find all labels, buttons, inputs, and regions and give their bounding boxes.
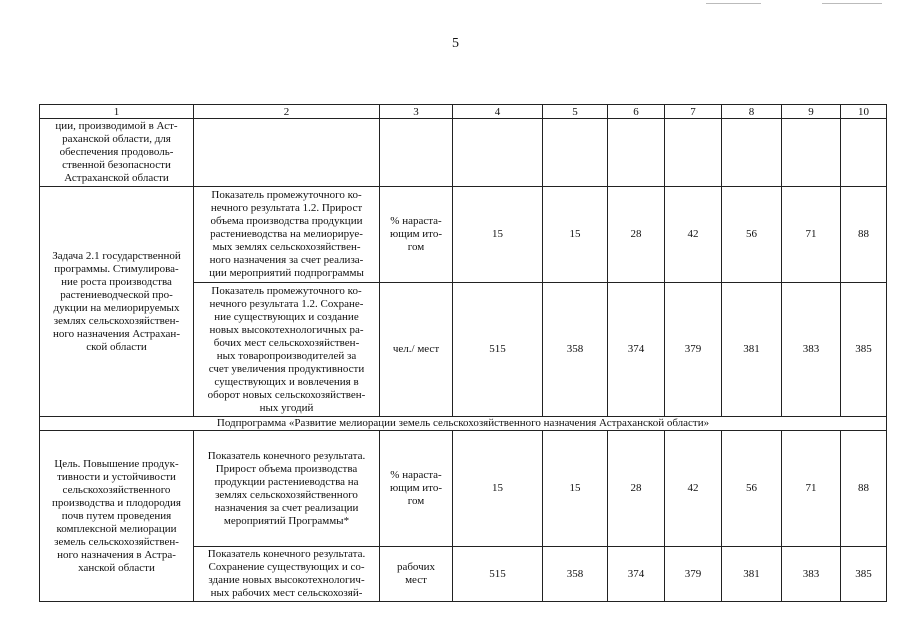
column-number: 1 [40, 105, 194, 119]
indicator-value: 381 [722, 547, 782, 602]
indicator-value: 383 [782, 547, 841, 602]
indicator-value: 28 [608, 431, 665, 547]
subprogram-title: Подпрограмма «Развитие мелиорации земель сельскохозяйственного назначения Астраханской области» [40, 417, 887, 431]
indicator-value: 15 [543, 187, 608, 283]
indicator-value: 71 [782, 431, 841, 547]
table-row [40, 431, 887, 547]
scan-artifact-line [706, 3, 761, 4]
empty-cell [380, 119, 453, 187]
indicator-value: 385 [841, 547, 887, 602]
indicator-unit: рабочих мест [380, 547, 453, 602]
indicator-value: 15 [453, 187, 543, 283]
indicator-value: 88 [841, 187, 887, 283]
goal-description: Цель. Повышение продук- тивности и устойчивости сельскохозяйственного производства и плодородия почв путем проведения комплексной мелиорации земель сельскохозяйствен- ного назначения в Астра- ханской области [40, 431, 194, 602]
indicator-value: 42 [665, 431, 722, 547]
indicator-value: 15 [543, 431, 608, 547]
goal-description-continued: ции, производимой в Аст- раханской области, для обеспечения продоволь- ственной безопасности Астраханской области [40, 119, 194, 187]
task-description: Задача 2.1 государственной программы. Стимулирова- ние роста производства растениеводческой про- дукции на мелиорируемых землях сельскохозяйствен- ного назначения Астрахан- ской области [40, 187, 194, 417]
column-number: 8 [722, 105, 782, 119]
indicator-value: 379 [665, 283, 722, 417]
indicator-value: 515 [453, 547, 543, 602]
indicator-value: 379 [665, 547, 722, 602]
indicator-value: 358 [543, 283, 608, 417]
indicator-value: 374 [608, 283, 665, 417]
empty-cell [841, 119, 887, 187]
column-number: 2 [194, 105, 380, 119]
indicator-value: 71 [782, 187, 841, 283]
empty-cell [453, 119, 543, 187]
indicator-value: 385 [841, 283, 887, 417]
column-number: 6 [608, 105, 665, 119]
subprogram-row [40, 417, 887, 431]
indicator-value: 42 [665, 187, 722, 283]
column-number: 9 [782, 105, 841, 119]
empty-cell [722, 119, 782, 187]
indicator-value: 15 [453, 431, 543, 547]
continuation-row [40, 119, 887, 187]
empty-cell [782, 119, 841, 187]
indicator-name: Показатель конечного результата. Сохранение существующих и со- здание новых высокотехнологич- ных рабочих мест сельскохозяй- [194, 547, 380, 602]
indicator-value: 56 [722, 431, 782, 547]
column-number: 5 [543, 105, 608, 119]
indicator-unit: % нараста- ющим ито- гом [380, 431, 453, 547]
column-number-row [40, 105, 887, 119]
scan-artifact-line [822, 3, 882, 4]
column-number: 10 [841, 105, 887, 119]
indicator-value: 358 [543, 547, 608, 602]
indicator-value: 374 [608, 547, 665, 602]
column-number: 7 [665, 105, 722, 119]
indicators-table [39, 104, 887, 602]
empty-cell [543, 119, 608, 187]
empty-cell [665, 119, 722, 187]
indicator-value: 28 [608, 187, 665, 283]
indicator-unit: чел./ мест [380, 283, 453, 417]
indicator-name: Показатель промежуточного ко- нечного результата 1.2. Сохране- ние существующих и создание новых высокотехнологичных ра- бочих мест сельскохозяйствен- ных товаропроизводителей за счет увеличения продуктивности существующих и вовлечения в оборот новых сельскохозяйствен- ных угодий [194, 283, 380, 417]
indicator-value: 88 [841, 431, 887, 547]
column-number: 3 [380, 105, 453, 119]
empty-cell [608, 119, 665, 187]
empty-cell [194, 119, 380, 187]
indicator-value: 383 [782, 283, 841, 417]
indicator-name: Показатель промежуточного ко- нечного результата 1.2. Прирост объема производства продукции растениеводства на мелиорируе- мых землях сельскохозяйствен- ного назначения за счет реализа- ции мероприятий подпрограммы [194, 187, 380, 283]
column-number: 4 [453, 105, 543, 119]
indicator-value: 515 [453, 283, 543, 417]
indicator-unit: % нараста- ющим ито- гом [380, 187, 453, 283]
table-row [40, 187, 887, 283]
page-number: 5 [452, 36, 459, 51]
indicator-name: Показатель конечного результата. Прирост объема производства продукции растениеводства на землях сельскохозяйственного назначения за счет реализации мероприятий Программы* [194, 431, 380, 547]
indicator-value: 381 [722, 283, 782, 417]
indicator-value: 56 [722, 187, 782, 283]
